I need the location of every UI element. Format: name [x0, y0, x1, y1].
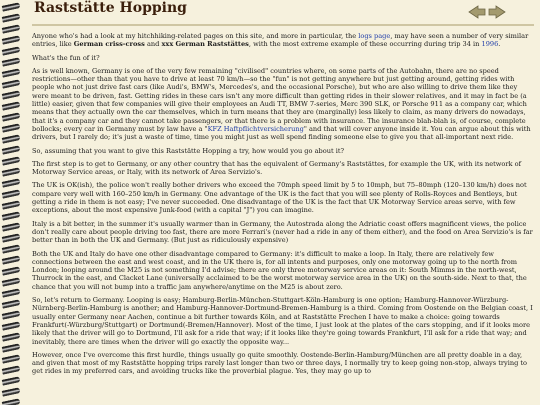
binding-ring	[2, 46, 21, 56]
binding-ring	[2, 13, 21, 23]
binding-ring	[2, 68, 21, 78]
binding-ring	[2, 343, 21, 353]
paragraph-germany-speed	[32, 67, 534, 142]
year-1996-link[interactable]: 1996	[481, 40, 499, 49]
binding-ring	[2, 211, 21, 221]
intro-paragraph	[32, 32, 534, 49]
arrow-left-icon[interactable]	[468, 5, 486, 19]
binding-ring	[2, 24, 21, 34]
text-run: , with the most extreme example of these occurring during trip 34 in	[248, 40, 482, 49]
paragraph-hurdle: However, once I've overcome this first hurdle, things usually go quite smoothly. Oostende-Berlin-Hamburg/München are all pretty doable in a day, and given that most of my Raststätte hopping trips rarely last longer than two or three days, I normally try to keep going non-stop, always trying to get rides in my preferred cars, and avoiding trucks like the proverbial plague. Yes, they may go up to	[32, 350, 528, 376]
binding-ring	[2, 112, 21, 122]
binding-ring	[2, 189, 21, 199]
binding-ring	[2, 387, 21, 397]
german-raststattes-label: xxx German Raststättes	[161, 40, 249, 49]
binding-ring	[2, 398, 21, 405]
text-run: " and that will cover anyone inside it. You can argue about this with drivers, but I rarely do; it's just a waste of time, time you might just as well spend finding someone else to give you that all-important next ride.	[32, 124, 531, 142]
page-title: Raststätte Hopping	[34, 0, 187, 16]
binding-ring	[2, 79, 21, 89]
binding-ring	[2, 222, 21, 232]
paragraph-looping: So, let's return to Germany. Looping is easy; Hamburg-Berlin-München-Stuttgart-Köln-Hamburg is one option; Hamburg-Hannover-Würzburg-Nürnberg-Berlin-Hamburg is another; and Hamburg-Hannover-Dortmund-Bremen-Hamburg is a third. Coming from Oostende on the Belgian coast, I usually enter Germany near Aachen, continue a bit further towards Köln, and at Raststätte Frechen I have to make a choice: going towards Frankfurt(-Würzburg/Stuttgart) or Dortmund(-Bremen/Hannover). Most of the time, I just look at the plates of the cars stopping, and if it looks more likely that the driver will go to Dortmund, I'll ask for a ride that way; if it looks like they're going towards Frankfurt, I'll ask for a ride that way; and inevitably, there are times when the driver will go exactly the opposite way...	[32, 296, 533, 346]
paragraph-italy: Italy is a bit better, in the summer it's usually warmer than in Germany, the Autostrada along the Adriatic coast offers magnificent views, the police don't really care about people driving too fast, there are more Ferrari's (never had a ride in any of them either), and the food on Area Servizio's is far better than in both the UK and Germany. (But just as ridiculously expensive)	[32, 219, 533, 245]
text-run: Anyone who's had a look at my hitchhiking-related pages on this site, and more in particular, the	[32, 32, 359, 40]
binding-ring	[2, 244, 21, 254]
page-navigation	[468, 5, 506, 19]
binding-ring	[2, 90, 21, 100]
paragraph-fun: What's the fun of it?	[32, 53, 100, 62]
binding-ring	[2, 332, 21, 342]
binding-ring	[2, 299, 21, 309]
title-bar	[32, 0, 534, 26]
binding-ring	[2, 145, 21, 155]
text-run: , may have seen a number of very similar entries, like	[32, 32, 529, 49]
binding-ring	[2, 123, 21, 133]
text-run: .	[498, 40, 501, 49]
binding-ring	[2, 255, 21, 265]
binding-ring	[2, 2, 21, 12]
binding-ring	[2, 178, 21, 188]
binding-ring	[2, 354, 21, 364]
arrow-right-icon[interactable]	[488, 5, 506, 19]
text-run: and	[144, 40, 162, 49]
text-run: As is well known, Germany is one of the very few remaining "civilised" countries where, on some parts of the Autobahn, there are no speed restrictions—other than that you have to drive at least 70 km/h—so the "fun" is not getting anywhere but just getting around, getting rides with people who not just drive fast cars (like Audi's, BMW's, Mercedes's, and the occasional Porsche), but who are also willing to drive them like they were meant to be driven, fast. Getting rides in these cars isn't any more difficult than getting rides in their slower relatives, and it may in fact be (a little) easier, given that few companies will give their employees an Audi TT, BMW 7-series, Merc 390 SLK, or Porsche 911 as a company car, which means that they actually own the car themselves, which in turn means that they are (marginally) less likely to claim, as many drivers do nowadays, that it's a company car and they cannot take passengers, or that there is a problem with insurance. The insurance blah-blah is, of course, complete bollocks; every car in Germany must by law have a "	[32, 66, 527, 133]
binding-ring	[2, 321, 21, 331]
insurance-link[interactable]: KFZ Haftpflichtversicherung	[207, 124, 304, 133]
binding-ring	[2, 200, 21, 210]
binding-ring	[2, 134, 21, 144]
paragraph-first-step: The first step is to get to Germany, or any other country that has the equivalent of Germany's Raststättes, for example the UK, with its network of Motorway Service areas, or Italy, with its network of Area Servizio's.	[32, 159, 522, 177]
binding-ring	[2, 310, 21, 320]
binding-ring	[2, 233, 21, 243]
binding-ring	[2, 35, 21, 45]
binding-ring	[2, 266, 21, 276]
binding-ring	[2, 365, 21, 375]
binding-ring	[2, 376, 21, 386]
paragraph-uk: The UK is OK(ish), the police won't really bother drivers who exceed the 70mph speed limit by 5 to 10mph, but 75–80mph (120–130 km/h) does not compare very well with 160–250 km/h in Germany. One advantage of the UK is the fact that you will see plenty of Rolls-Royces and Bentleys, but getting a ride in them is not easy; I've never succeeded. One disadvantage of the UK is the fact that UK Motorway Service areas serve, with few exceptions, about the most expensive Junk-food (with a capital "J") you can imagine.	[32, 181, 527, 215]
spiral-binding	[0, 0, 24, 405]
binding-ring	[2, 57, 21, 67]
german-criss-cross-label: German criss-cross	[73, 40, 145, 49]
logs-page-link[interactable]: logs page	[358, 32, 391, 40]
binding-ring	[2, 167, 21, 177]
binding-ring	[2, 288, 21, 298]
paragraph-uk-italy-loops: Both the UK and Italy do have one other disadvantage compared to Germany: it's difficult to make a loop. In Italy, there are relatively few connections between the east and west coast, and in the UK there is, for all intents and purposes, only one motorway going up to the north from London; looping around the M25 is not something I'd advise; there are only three motorway service areas on it: South Mimms in the north-west, Thurrock in the east, and Clacket Lane (universally acclaimed to be the worst motorway service area in the UK) on the south-side. Next to that, the chance that you will not bump into a traffic jam anywhere/anytime on the M25 is about zero.	[32, 249, 527, 291]
binding-ring	[2, 277, 21, 287]
page-content	[32, 0, 534, 405]
paragraph-assuming: So, assuming that you want to give this Raststätte Hopping a try, how would you go about it?	[32, 146, 345, 155]
binding-ring	[2, 156, 21, 166]
binding-ring	[2, 101, 21, 111]
